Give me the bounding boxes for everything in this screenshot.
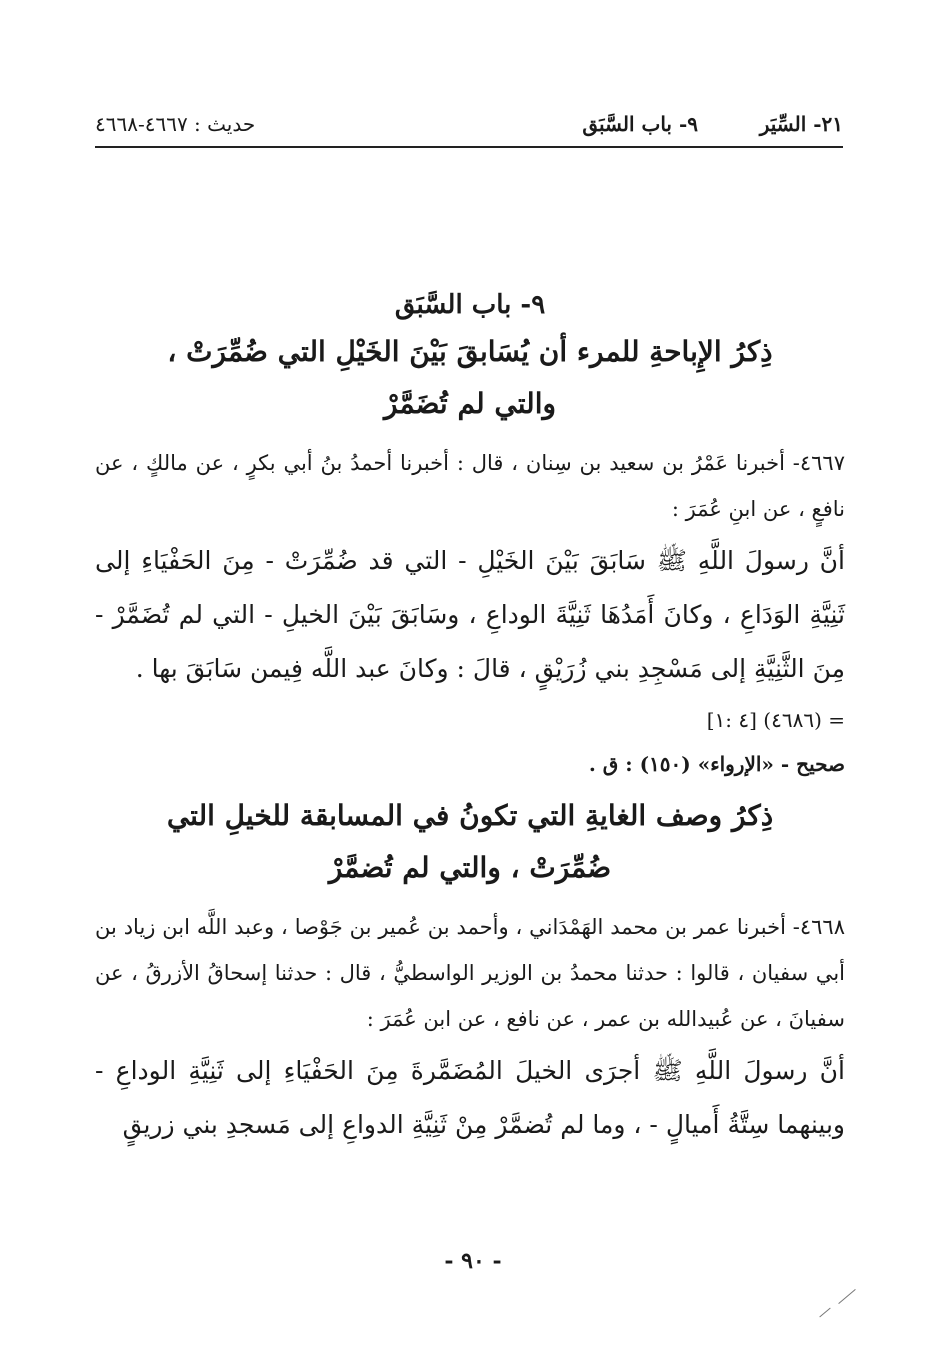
topic-heading-2-line-1: ذِكرُ وصف الغايةِ التي تكونُ في المسابقة للخيلِ التي bbox=[166, 799, 774, 832]
topic-heading-1-line-1: ذِكرُ الإِباحةِ للمرء أن يُسَابقَ بَيْنَ الخَيْلِ التي ضُمِّرَتْ ، bbox=[167, 335, 773, 368]
page-content bbox=[95, 290, 845, 1152]
hadith-4667-isnad: ٤٦٦٧- أخبرنا عَمْرُ بن سعيد بن سِنان ، قال : أخبرنا أحمدُ بنُ أبي بكرٍ ، عن مالكٍ ، عن نافعٍ ، عن ابنِ عُمَرَ : bbox=[95, 451, 845, 521]
header-hadith-range: حديث : ٤٦٦٧-٤٦٦٨ bbox=[95, 112, 256, 136]
hadith-4667-cross-reference: = (٤٦٨٦) [٤ :١] bbox=[706, 708, 845, 732]
running-header bbox=[95, 104, 843, 144]
header-chapter: ٢١- السِّيَر bbox=[759, 112, 843, 136]
page-number: - ٩٠ - bbox=[444, 1248, 502, 1274]
scan-mark bbox=[819, 1308, 830, 1318]
scan-mark bbox=[838, 1289, 855, 1304]
header-section: ٩- باب السَّبَق bbox=[582, 112, 698, 136]
topic-heading-1-line-2: والتي لم تُضَمَّرْ bbox=[384, 387, 556, 420]
hadith-4667-matn: أنَّ رسولَ اللَّهِ ﷺ سَابَقَ بَيْنَ الخَيْلِ - التي قد ضُمِّرَتْ - مِنَ الحَفْيَاءِ إلى ثَنِيَّةِ الوَدَاعِ ، وكانَ أَمَدُهَا ثَنِيَّةَ الوداعِ ، وسَابَقَ بَيْنَ الخيلِ - التي لم تُضَمَّرْ - مِنَ الثَّنِيَّةِ إلى مَسْجِدِ بني زُرَيْقٍ ، قالَ : وكانَ عبد اللَّه فِيمن سَابَقَ بها . bbox=[95, 546, 845, 683]
hadith-4667-grade: صحيح - «الإرواء» (١٥٠) : ق . bbox=[588, 752, 845, 776]
header-rule bbox=[95, 146, 843, 148]
hadith-4668-matn: أنَّ رسولَ اللَّهِ ﷺ أجرَى الخيلَ المُضَمَّرةَ مِنَ الحَفْيَاءِ إلى ثَنِيَّةِ الوداعِ - وبينهما سِتَّةُ أَميالٍ - ، وما لم تُضمَّرْ مِنْ ثَنِيَّةِ الدواعِ إلى مَسجدِ بني زريقٍ bbox=[95, 1056, 845, 1139]
hadith-4668-isnad: ٤٦٦٨- أخبرنا عمر بن محمد الهَمْدَاني ، وأحمد بن عُمير بن جَوْصا ، وعبد اللَّه ابن زياد بن أبي سفيان ، قالوا : حدثنا محمدُ بن الوزير الواسطيُّ ، قال : حدثنا إسحاقُ الأزرقُ ، عن سفيانَ ، عن عُبيدالله بن عمر ، عن نافع ، عن ابن عُمَرَ : bbox=[95, 915, 845, 1031]
chapter-title: ٩- باب السَّبَق bbox=[394, 290, 546, 320]
topic-heading-2-line-2: ضُمِّرَتْ ، والتي لم تُضمَّرْ bbox=[328, 851, 612, 884]
